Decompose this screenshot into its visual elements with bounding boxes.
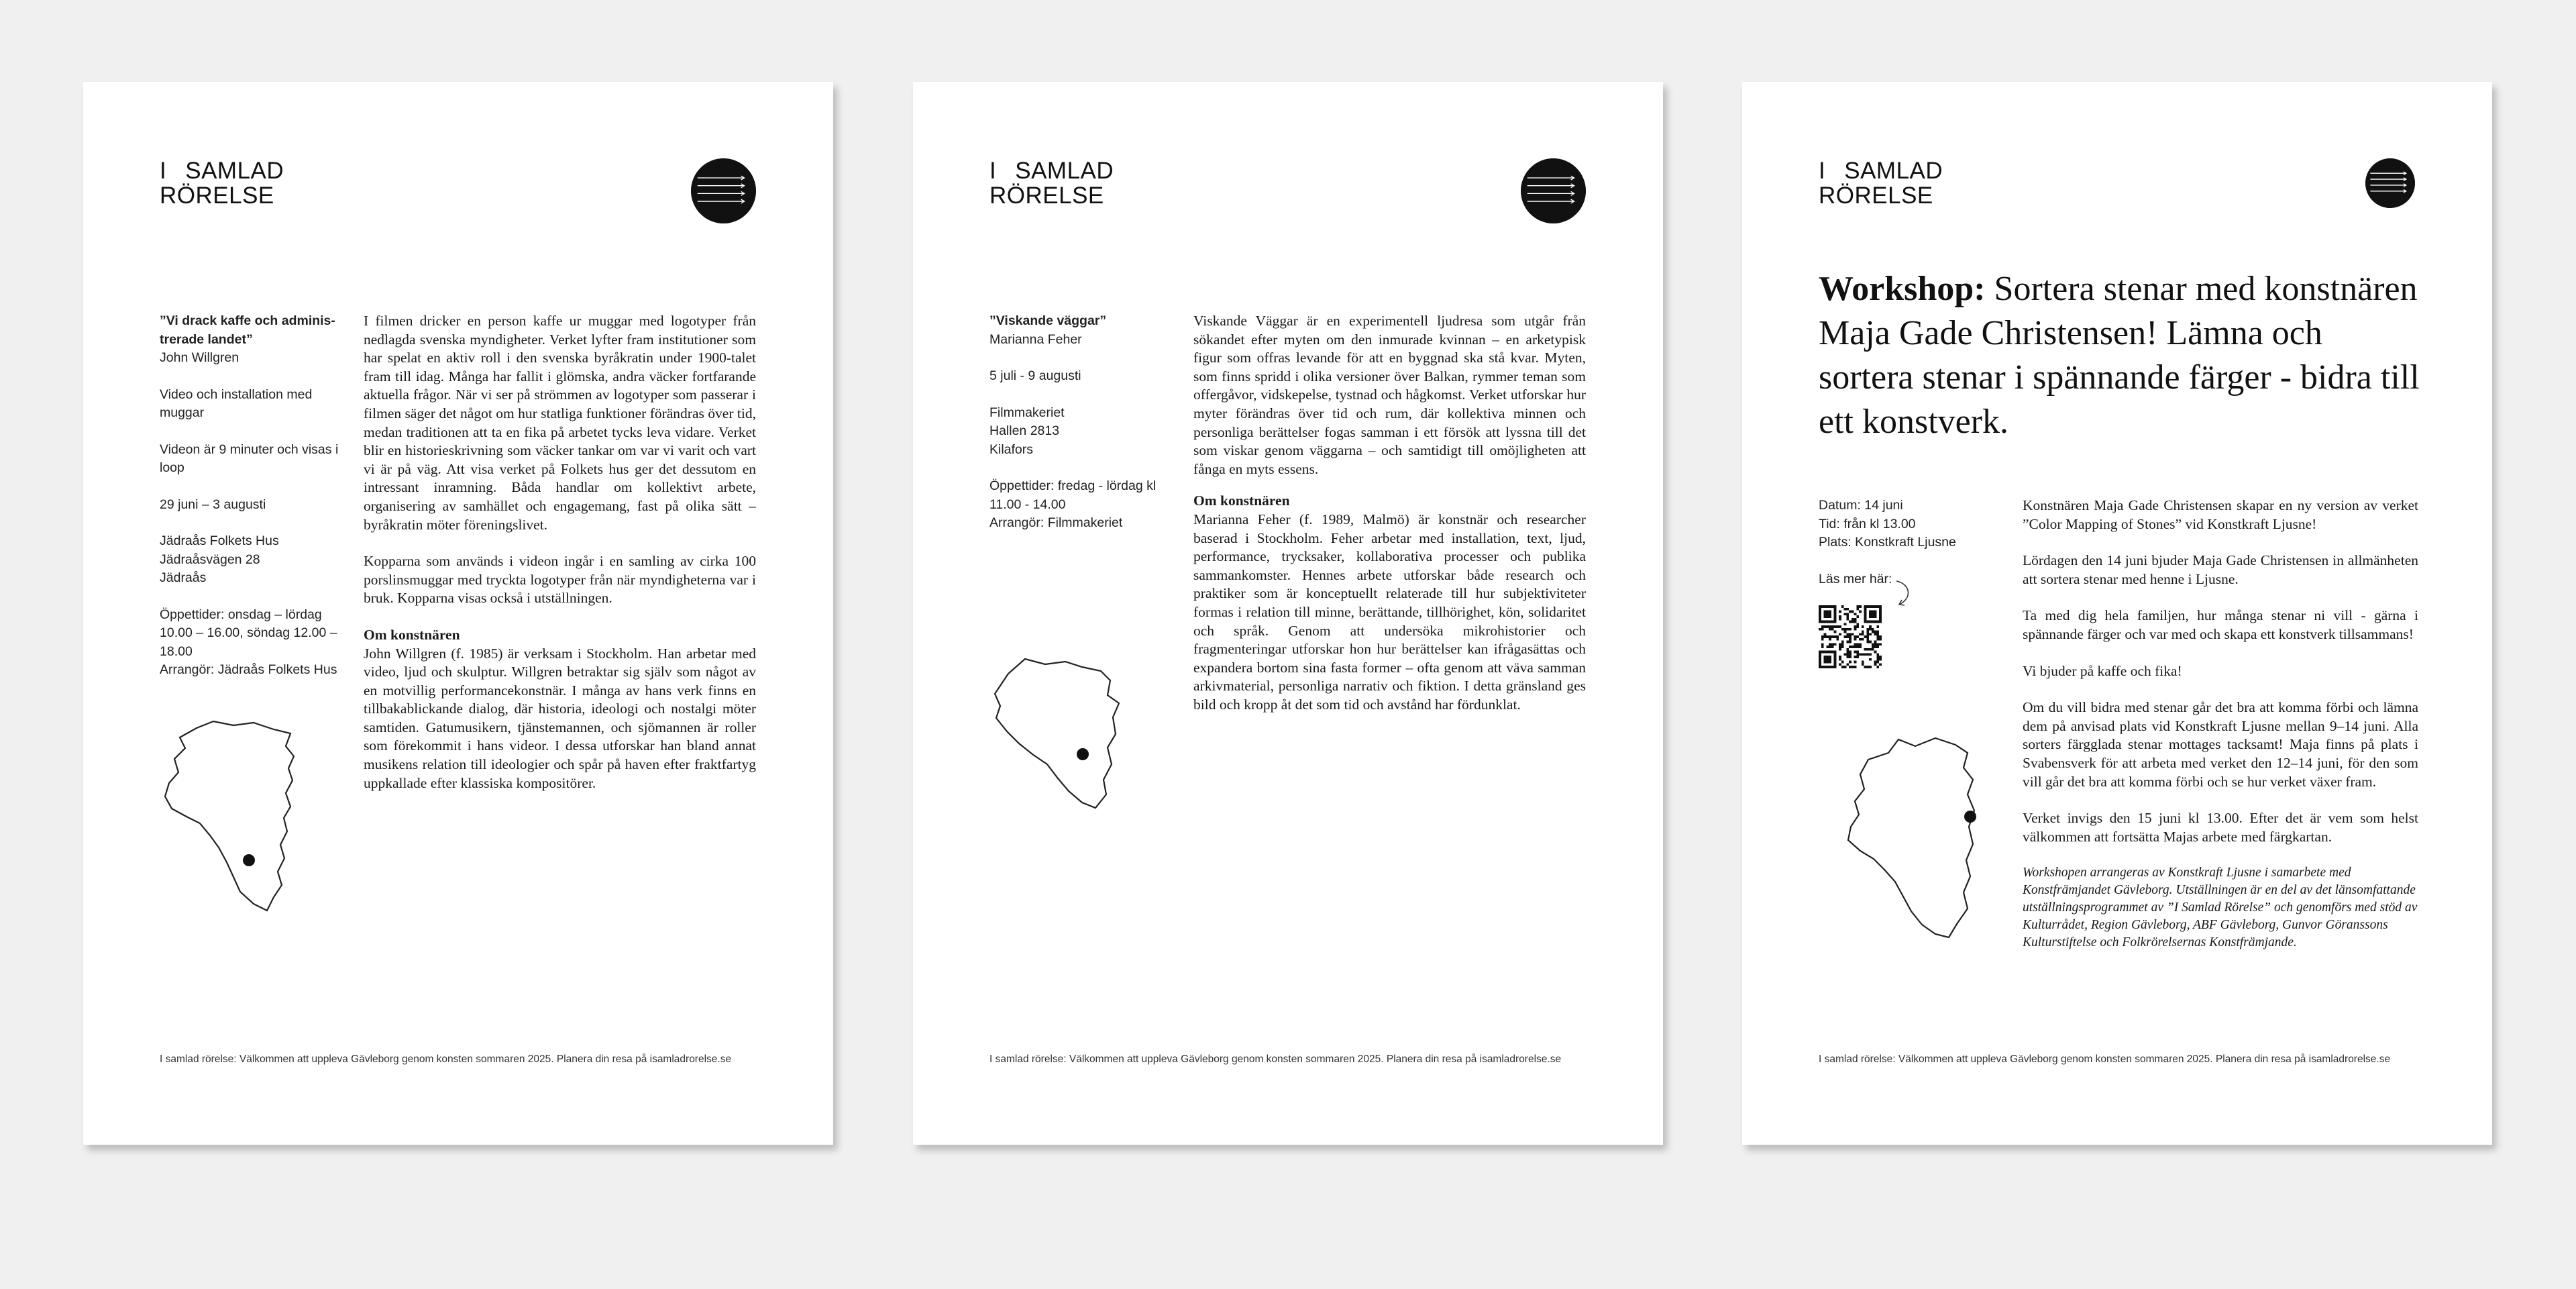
opening-hours: Öppettider: fredag - lördag kl 11.00 - 14.00 xyxy=(989,478,1157,512)
poster-page-1 xyxy=(83,82,833,1145)
opening-hours: Öppettider: onsdag – lördag 10.00 – 16.00, söndag 12.00 – 18.00 xyxy=(160,607,337,659)
event-time: Tid: från kl 13.00 xyxy=(1819,516,1916,531)
poster-page-2 xyxy=(913,82,1663,1145)
logo-word: I xyxy=(1819,158,1826,184)
qr-code-icon[interactable] xyxy=(1819,605,1882,668)
info-column xyxy=(989,312,1174,533)
description-column xyxy=(1193,312,1586,714)
description-paragraph: I filmen dricker en person kaffe ur muggar med logotyper från nedlagda svenska myndigheter. Verket lyfter fram institutioner som har spelat en aktiv roll i den svenska byråkratin under 1900-talet fram till idag. Många har fallit i glömska, andra väcker fortfarande aktuella frågor. När vi ser på strömmen av logotyper som passerar i filmen säger det något om hur statliga funktioner förändras över tid, medan traditionen att ta en fika på arbetet tycks leva vidare. Verket blir en historieskrivning som väcker tankar om var vi varit och vart vi är på väg. Att visa verket på Folkets hus ger det dessutom en intressant inramning. Båda handlar om kollektivt arbete, organisering av samhället och engagemang, fast på olika sätt – byråkratin möter föreningslivet. xyxy=(364,313,756,533)
venue-line: Kilafors xyxy=(989,442,1034,457)
description-column xyxy=(2023,497,2418,951)
logo xyxy=(160,158,284,208)
heading-bold: Workshop: xyxy=(1819,270,1986,308)
medium: Video och installation med muggar xyxy=(160,386,313,420)
about-heading: Om konstnären xyxy=(364,626,460,643)
heading-rest: Sortera stenar med konstnären Maja Gade Christensen! Lämna och sortera stenar i spännande färger - bidra till ett konstverk. xyxy=(1819,270,2420,441)
logo-word: RÖRELSE xyxy=(160,183,274,209)
event-place: Plats: Konstkraft Ljusne xyxy=(1819,535,1956,550)
work-title: ”Viskande väggar” xyxy=(989,313,1107,328)
arrows-badge-icon xyxy=(691,158,756,223)
venue-line: Jädraåsvägen 28 xyxy=(160,552,260,567)
footer-text: I samlad rörelse: Välkommen att uppleva Gävleborg genom konsten sommaren 2025. Planera din resa på isamladrorelse.se xyxy=(1819,1053,2391,1065)
info-column xyxy=(160,312,344,680)
workshop-heading xyxy=(1819,267,2422,444)
venue-line: Jädraås xyxy=(160,570,207,585)
description-paragraph: Viskande Väggar är en experimentell ljudresa som utgår från sökandet efter myten om den inmurade kvinnan – en arketypisk figur som offras levande för att en byggnad ska stå kvar. Myten, som finns spridd i olika versioner över Balkan, rymmer teman som offergåvor, vidskepelse, tystnad och hågkomst. Verket utforskar hur myter förändras över tid och rum, där kollektiva minnen och personliga berättelser fogas samman i ett försök att lyssna till det som viskar genom väggarna – och samtidigt till omöjligheten att fånga en myts essens. xyxy=(1193,313,1586,477)
organizer: Arrangör: Jädraås Folkets Hus xyxy=(160,662,337,677)
logo-word: I xyxy=(989,158,997,184)
curved-arrow-icon xyxy=(1891,578,1918,612)
description-paragraph: Kopparna som används i videon ingår i en samling av cirka 100 porslinsmuggar med tryckta logotyper från när myndigheterna var i bruk. Kopparna visas också i utställningen. xyxy=(364,553,756,607)
venue-line: Jädraås Folkets Hus xyxy=(160,533,279,548)
work-title: ”Vi drack kaffe och adminis-trerade landet” xyxy=(160,313,335,347)
logo-word: SAMLAD xyxy=(1844,158,1943,184)
arrows-badge-icon xyxy=(1521,158,1586,223)
duration: Videon är 9 minuter och visas i loop xyxy=(160,442,339,475)
logo-word: RÖRELSE xyxy=(989,183,1104,209)
dates: 5 juli - 9 augusti xyxy=(989,368,1081,383)
description-paragraph: Om du vill bidra med stenar går det bra att komma förbi och lämna dem på anvisad plats vid Konstkraft Ljusne mellan 9–14 juni. Alla sorters färgglada stenar mottages tacksamt! Maja finns på plats i Svabensverk för att arbeta med verket den 12–14 juni, för den som vill går det bra att komma förbi och se hur verket växer fram. xyxy=(2023,699,2418,790)
description-paragraph: Lördagen den 14 juni bjuder Maja Gade Christensen in allmänheten att sortera stenar med henne i Ljusne. xyxy=(2023,552,2418,587)
description-paragraph: Vi bjuder på kaffe och fika! xyxy=(2023,662,2182,679)
logo-word: SAMLAD xyxy=(1015,158,1114,184)
description-paragraph: Konstnären Maja Gade Christensen skapar en ny version av verket ”Color Mapping of Stones” vid Konstkraft Ljusne! xyxy=(2023,497,2418,532)
venue-line: Filmmakeriet xyxy=(989,405,1065,420)
info-column xyxy=(1819,497,2003,588)
logo-word: SAMLAD xyxy=(185,158,284,184)
event-date: Datum: 14 juni xyxy=(1819,498,1903,513)
description-paragraph: Verket invigs den 15 juni kl 13.00. Efter det är vem som helst välkommen att fortsätta Majas arbete med färgkartan. xyxy=(2023,810,2418,845)
about-paragraph: Marianna Feher (f. 1989, Malmö) är konstnär och researcher baserad i Stockholm. Feher arbetar med installation, text, ljud, performance, trycksaker, kollaborativa processer och publika sammankomster. Hennes arbete utforskar både research och praktiker som är konceptuellt relaterade till hur subjektiviteter formas i relation till minne, berättande, tillhörighet, kön, solidaritet och språk. Genom att undersöka mikrohistorier och fragmenteringar utforskar hon hur berättelser kan ifrågasättas och expandera bortom sina fasta former – ofta genom att väva samman arkivmaterial, personliga narrativ och fiktion. I detta gränsland ges bild och kropp åt det som tid och avstånd har fördunklat. xyxy=(1193,511,1586,713)
footer-text: I samlad rörelse: Välkommen att uppleva Gävleborg genom konsten sommaren 2025. Planera din resa på isamladrorelse.se xyxy=(989,1053,1562,1065)
about-heading: Om konstnären xyxy=(1193,493,1290,509)
artist-name: Marianna Feher xyxy=(989,331,1082,347)
region-map-icon xyxy=(988,654,1122,815)
logo xyxy=(1819,158,1943,208)
read-more-label: Läs mer här: xyxy=(1819,571,1892,586)
footer-text: I samlad rörelse: Välkommen att uppleva Gävleborg genom konsten sommaren 2025. Planera din resa på isamladrorelse.se xyxy=(160,1053,732,1065)
logo-word: I xyxy=(160,158,167,184)
venue-line: Hallen 2813 xyxy=(989,423,1060,438)
logo xyxy=(989,158,1114,208)
credits-paragraph: Workshopen arrangeras av Konstkraft Ljusne i samarbete med Konstfrämjandet Gävleborg. Utställningen är en del av det länsomfattande utställningsprogrammet av ”I Samlad Rörelse” och genomförs med stöd av Kulturrådet, Region Gävleborg, ABF Gävleborg, Gunvor Göranssons Kulturstiftelse och Folkrörelsernas Konstfrämjande. xyxy=(2023,866,2418,950)
logo-word: RÖRELSE xyxy=(1819,183,1933,209)
organizer: Arrangör: Filmmakeriet xyxy=(989,515,1123,530)
about-paragraph: John Willgren (f. 1985) är verksam i Stockholm. Han arbetar med video, ljud och skulptur. Willgren betraktar sig själv som något av en motvillig performancekonstnär. I många av hans verk finns en tillbakablickande dialog, där historia, ideologi och nostalgi möter samtiden. Gatumusikern, tjänstemannen, och sjömannen är roller som förekommit i hans videor. I dessa utforskar han bland annat musikens relation till ideologier och spår på haven efter fraktfartyg uppkallade efter klassiska kompositörer. xyxy=(364,645,756,791)
artist-name: John Willgren xyxy=(160,350,239,365)
region-map-icon xyxy=(160,716,304,917)
dates: 29 juni – 3 augusti xyxy=(160,497,266,512)
region-map-icon xyxy=(1841,733,1982,947)
poster-page-3 xyxy=(1742,82,2492,1145)
description-column xyxy=(364,312,756,792)
description-paragraph: Ta med dig hela familjen, hur många stenar ni vill - gärna i spännande färger och var med och skapa ett konstverk tillsammans! xyxy=(2023,607,2418,642)
arrows-badge-icon xyxy=(2365,158,2415,208)
